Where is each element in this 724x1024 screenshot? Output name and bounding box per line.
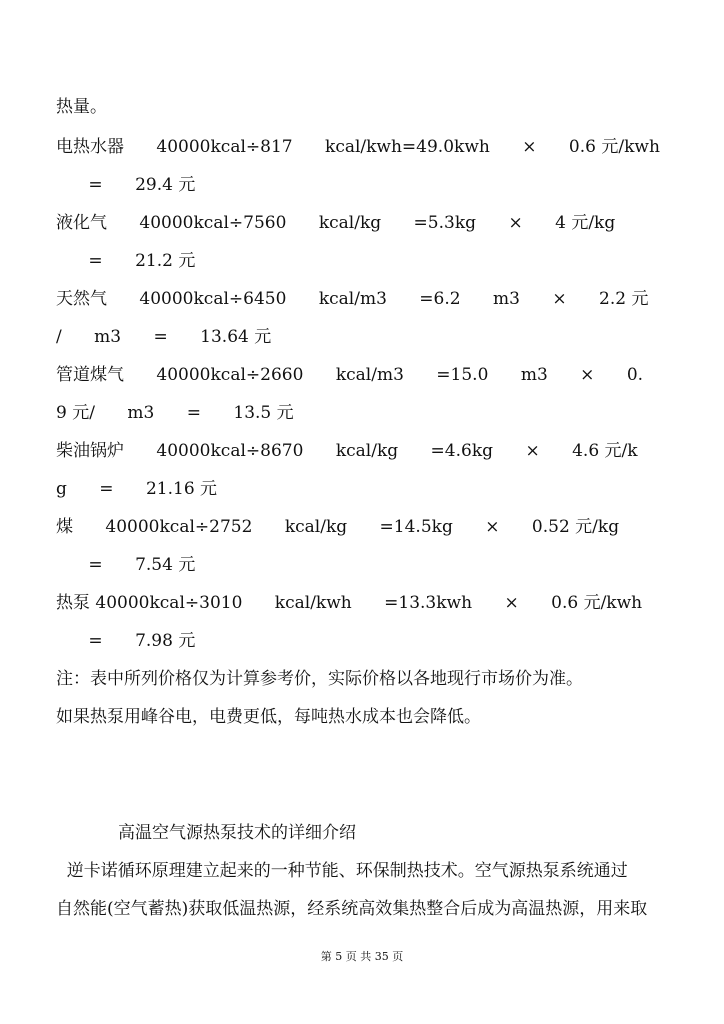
text-line: = 21.2 元	[56, 251, 196, 271]
text-line: 煤 40000kcal÷2752 kcal/kg =14.5kg × 0.52 元/kg	[56, 517, 620, 537]
text-line: / m3 = 13.64 元	[56, 327, 272, 347]
page-number: 第 5 页 共 35 页	[320, 950, 404, 963]
text-line: 液化气 40000kcal÷7560 kcal/kg =5.3kg × 4 元/kg	[56, 213, 616, 233]
text-line: 管道煤气 40000kcal÷2660 kcal/m3 =15.0 m3 × 0.	[56, 365, 644, 385]
section-heading: 高温空气源热泵技术的详细介绍	[118, 823, 356, 843]
text-line: 热泵 40000kcal÷3010 kcal/kwh =13.3kwh × 0.6 元/kwh	[56, 593, 643, 613]
text-line: 天然气 40000kcal÷6450 kcal/m3 =6.2 m3 × 2.2 元	[56, 289, 649, 309]
text-line: 电热水器 40000kcal÷817 kcal/kwh=49.0kwh × 0.6 元/kwh	[56, 137, 660, 157]
text-line: = 7.98 元	[56, 631, 196, 651]
text-line: g = 21.16 元	[56, 479, 218, 499]
text-line: 热量。	[56, 97, 107, 117]
text-line: = 7.54 元	[56, 555, 196, 575]
note-line: 注：表中所列价格仅为计算参考价，实际价格以各地现行市场价为准。	[56, 669, 583, 689]
note-line: 如果热泵用峰谷电，电费更低，每吨热水成本也会降低。	[56, 707, 481, 727]
text-line: = 29.4 元	[56, 175, 196, 195]
paragraph-line: 自然能(空气蓄热)获取低温热源，经系统高效集热整合后成为高温热源，用来取	[56, 899, 648, 919]
text-line: 柴油锅炉 40000kcal÷8670 kcal/kg =4.6kg × 4.6 元/k	[56, 441, 638, 461]
text-line: 9 元/ m3 = 13.5 元	[56, 403, 294, 423]
paragraph-line: 逆卡诺循环原理建立起来的一种节能、环保制热技术。空气源热泵系统通过	[56, 861, 628, 881]
